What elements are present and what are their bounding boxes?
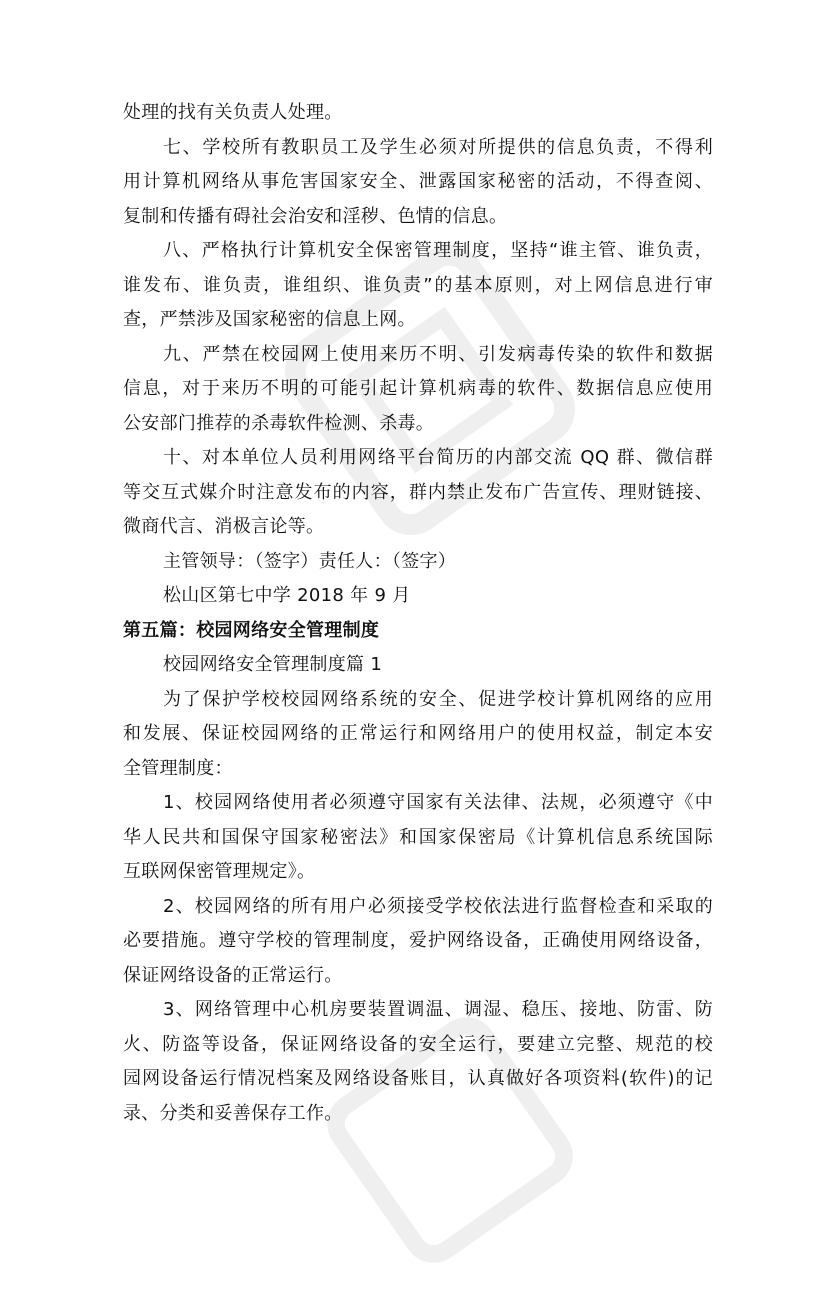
paragraph-line: 等交互式媒介时注意发布的内容，群内禁止发布广告宣传、理财链接、	[123, 481, 713, 503]
paragraph-line: 全管理制度：	[123, 757, 233, 779]
paragraph-line: 华人民共和国保守国家秘密法》和国家保密局《计算机信息系统国际	[123, 826, 713, 848]
date-line: 松山区第七中学 2018 年 9 月	[163, 585, 411, 606]
paragraph-line: 用计算机网络从事危害国家安全、泄露国家秘密的活动，不得查阅、	[123, 171, 713, 192]
paragraph-line: 微商代言、消极言论等。	[123, 516, 325, 537]
paragraph-line: 八、严格执行计算机安全保密管理制度，坚持“谁主管、谁负责，	[163, 240, 713, 261]
paragraph-line: 七、学校所有教职员工及学生必须对所提供的信息负责，不得利	[163, 136, 713, 158]
paragraph-line: 和发展、保证校园网络的正常运行和网络用户的使用权益，制定本安	[123, 723, 713, 744]
paragraph-line: 处理的找有关负责人处理。	[123, 102, 343, 123]
sub-heading: 校园网络安全管理制度篇 1	[163, 654, 383, 675]
paragraph-line: 必要措施。遵守学校的管理制度，爱护网络设备，正确使用网络设备，	[123, 930, 713, 951]
paragraph-line: 保证网络设备的正常运行。	[123, 964, 343, 986]
paragraph-line: 1、校园网络使用者必须遵守国家有关法律、法规，必须遵守《中	[163, 792, 713, 813]
paragraph-line: 录、分类和妥善保存工作。	[123, 1102, 343, 1124]
paragraph-line: 火、防盗等设备，保证网络设备的安全运行，要建立完整、规范的校	[123, 1033, 713, 1055]
paragraph-line: 谁发布、谁负责，谁组织、谁负责”的基本原则，对上网信息进行审	[123, 274, 713, 296]
paragraph-line: 十、对本单位人员利用网络平台简历的内部交流 QQ 群、微信群	[163, 447, 713, 468]
paragraph-line: 查，严禁涉及国家秘密的信息上网。	[123, 309, 416, 330]
paragraph-line: 信息，对于来历不明的可能引起计算机病毒的软件、数据信息应使用	[123, 378, 713, 399]
paragraph-line: 为了保护学校校园网络系统的安全、促进学校计算机网络的应用	[163, 688, 713, 710]
paragraph-line: 复制和传播有碍社会治安和淫秽、色情的信息。	[123, 205, 508, 227]
paragraph-line: 互联网保密管理规定》。	[123, 861, 316, 882]
document-body	[123, 96, 713, 1131]
paragraph-line: 2、校园网络的所有用户必须接受学校依法进行监督检查和采取的	[163, 895, 713, 917]
paragraph-line: 公安部门推荐的杀毒软件检测、杀毒。	[123, 412, 435, 434]
paragraph-line: 九、严禁在校园网上使用来历不明、引发病毒传染的软件和数据	[163, 343, 713, 365]
section-heading: 第五篇：校园网络安全管理制度	[123, 619, 380, 641]
signature-line: 主管领导：（签字）责任人：（签字）	[163, 550, 457, 572]
paragraph-line: 3、网络管理中心机房要装置调温、调湿、稳压、接地、防雷、防	[163, 999, 713, 1020]
paragraph-line: 园网设备运行情况档案及网络设备账目，认真做好各项资料(软件)的记	[123, 1068, 713, 1089]
